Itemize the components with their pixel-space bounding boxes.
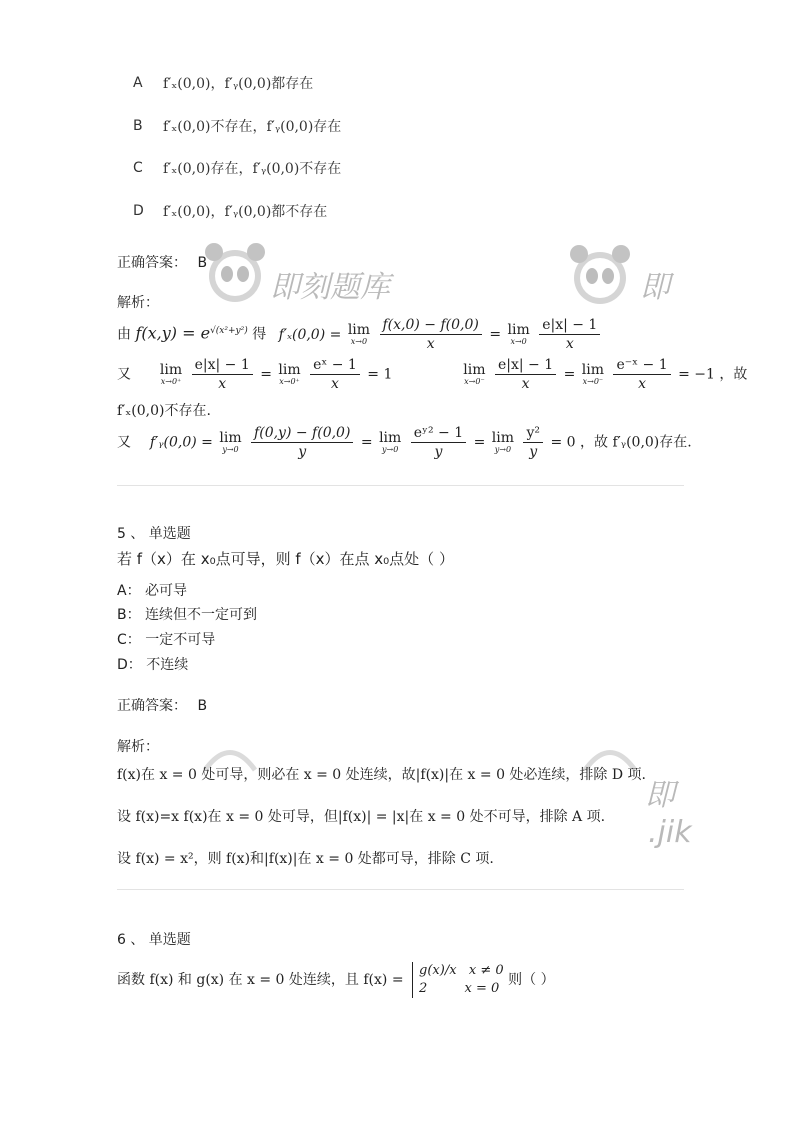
- denominator: y: [529, 444, 538, 460]
- question-number: 6 、 单选题: [117, 932, 191, 948]
- lim-sub: x→0: [510, 336, 527, 346]
- piecewise-case: g(x)/x x ≠ 0: [419, 963, 504, 978]
- lim: lim: [159, 361, 183, 378]
- lim-sub: y→0: [222, 444, 239, 454]
- answer-value: B: [197, 255, 208, 271]
- lim-sub: x→0⁺: [279, 376, 300, 386]
- numerator: f(x,0) − f(0,0): [380, 316, 482, 335]
- analysis-line: 设 f(x)=x f(x)在 x = 0 处可导，但|f(x)| = |x|在 x = 0 处不可导，排除 A 项.: [117, 809, 606, 825]
- answer-label: 正确答案：: [117, 698, 187, 714]
- panda-watermark-icon: [565, 240, 635, 310]
- stem-text: 则（ ）: [508, 972, 555, 988]
- text: 由: [117, 326, 131, 343]
- watermark-text: 即: [640, 270, 670, 305]
- analysis-line-2: [117, 356, 747, 393]
- numerator: eʸ² − 1: [411, 424, 466, 443]
- text: 得: [252, 326, 267, 343]
- text: ，故: [719, 366, 748, 383]
- watermark-text: 即: [645, 778, 675, 813]
- denominator: x: [331, 376, 339, 392]
- formula: f′ᵧ(0,0) =: [149, 434, 213, 451]
- divider: [117, 485, 684, 486]
- lim: lim: [491, 429, 514, 446]
- question-stem: 若 f（x）在 x₀点可导，则 f（x）在点 x₀点处（ ）: [117, 550, 454, 568]
- option-c: C： 一定不可导: [117, 632, 216, 648]
- denominator: x: [426, 336, 435, 352]
- equals: = 1: [367, 366, 393, 383]
- question-stem: [117, 962, 555, 998]
- denominator: x: [218, 376, 227, 392]
- numerator: e|x| − 1: [495, 356, 556, 375]
- text: f′ᵧ(0,0)存在.: [612, 434, 692, 451]
- equals: =: [473, 434, 486, 451]
- text: 又: [117, 434, 131, 451]
- lim: lim: [379, 429, 402, 446]
- lim: lim: [581, 361, 605, 378]
- option-letter: D: [133, 203, 144, 219]
- option-a: A： 必可导: [117, 583, 188, 599]
- lim-sub: x→0⁻: [464, 376, 485, 386]
- lim: lim: [463, 361, 486, 378]
- numerator: e|x| − 1: [192, 356, 253, 375]
- option-letter: A: [133, 75, 143, 91]
- watermark-text: 即刻题库: [270, 270, 390, 305]
- lim-sub: x→0⁺: [160, 376, 182, 386]
- question-number: 5 、 单选题: [117, 526, 191, 542]
- numerator: y²: [523, 424, 543, 443]
- option-letter: C: [133, 160, 143, 176]
- formula: f′ₓ(0,0) =: [278, 326, 342, 343]
- denominator: x: [638, 376, 646, 392]
- answer-row: [117, 252, 207, 272]
- formula: f(x,y) = e: [135, 323, 211, 343]
- equals: =: [260, 366, 272, 383]
- analysis-line-1: [117, 316, 603, 353]
- option-text: f′ₓ(0,0)存在，f′ᵧ(0,0)不存在: [163, 161, 342, 177]
- denominator: y: [298, 444, 307, 460]
- lim-sub: x→0: [350, 336, 368, 346]
- option-d: D： 不连续: [117, 657, 189, 673]
- panda-watermark-icon: [200, 238, 270, 308]
- lim: lim: [219, 429, 242, 446]
- lim-sub: x→0⁻: [582, 376, 604, 386]
- stem-text: 函数 f(x) 和 g(x) 在 x = 0 处连续，且 f(x) =: [117, 972, 404, 988]
- denominator: x: [565, 336, 574, 352]
- lim-sub: y→0: [494, 444, 512, 454]
- option-letter: B: [133, 118, 143, 134]
- equals: =: [489, 326, 502, 343]
- analysis-line-3: f′ₓ(0,0)不存在.: [117, 403, 211, 419]
- denominator: y: [434, 444, 443, 460]
- lim: lim: [347, 321, 371, 338]
- lim-sub: y→0: [382, 444, 399, 454]
- option-text: f′ₓ(0,0)，f′ᵧ(0,0)都存在: [163, 76, 314, 92]
- equals: = 0: [550, 434, 576, 451]
- analysis-line: 设 f(x) = x²，则 f(x)和|f(x)|在 x = 0 处都可导，排除 C 项.: [117, 851, 494, 867]
- equals: =: [360, 434, 373, 451]
- equals: = −1: [678, 366, 715, 383]
- answer-label: 正确答案：: [117, 255, 187, 271]
- option-text: f′ₓ(0,0)，f′ᵧ(0,0)都不存在: [163, 204, 328, 220]
- denominator: x: [521, 376, 530, 392]
- equals: =: [563, 366, 576, 383]
- analysis-label: 解析：: [117, 295, 159, 311]
- numerator: e|x| − 1: [539, 316, 600, 335]
- answer-row: [117, 695, 207, 715]
- analysis-label: 解析：: [117, 739, 159, 755]
- formula-exponent: √(x²+y²): [210, 325, 248, 336]
- numerator: f(0,y) − f(0,0): [251, 424, 353, 443]
- lim: lim: [507, 321, 530, 338]
- answer-value: B: [197, 698, 208, 714]
- analysis-line: f(x)在 x = 0 处可导，则必在 x = 0 处连续，故|f(x)|在 x = 0 处必连续，排除 D 项.: [117, 767, 647, 783]
- divider: [117, 889, 684, 890]
- numerator: e⁻ˣ − 1: [613, 356, 670, 375]
- text: ，故: [579, 434, 608, 451]
- lim: lim: [278, 361, 301, 378]
- watermark-text: .jik: [648, 815, 692, 850]
- numerator: eˣ − 1: [310, 356, 360, 375]
- piecewise-case: 2 x = 0: [419, 981, 500, 996]
- text: 又: [117, 366, 131, 383]
- analysis-line-4: [117, 424, 692, 461]
- option-text: f′ₓ(0,0)不存在，f′ᵧ(0,0)存在: [163, 119, 342, 135]
- option-b: B： 连续但不一定可到: [117, 607, 258, 623]
